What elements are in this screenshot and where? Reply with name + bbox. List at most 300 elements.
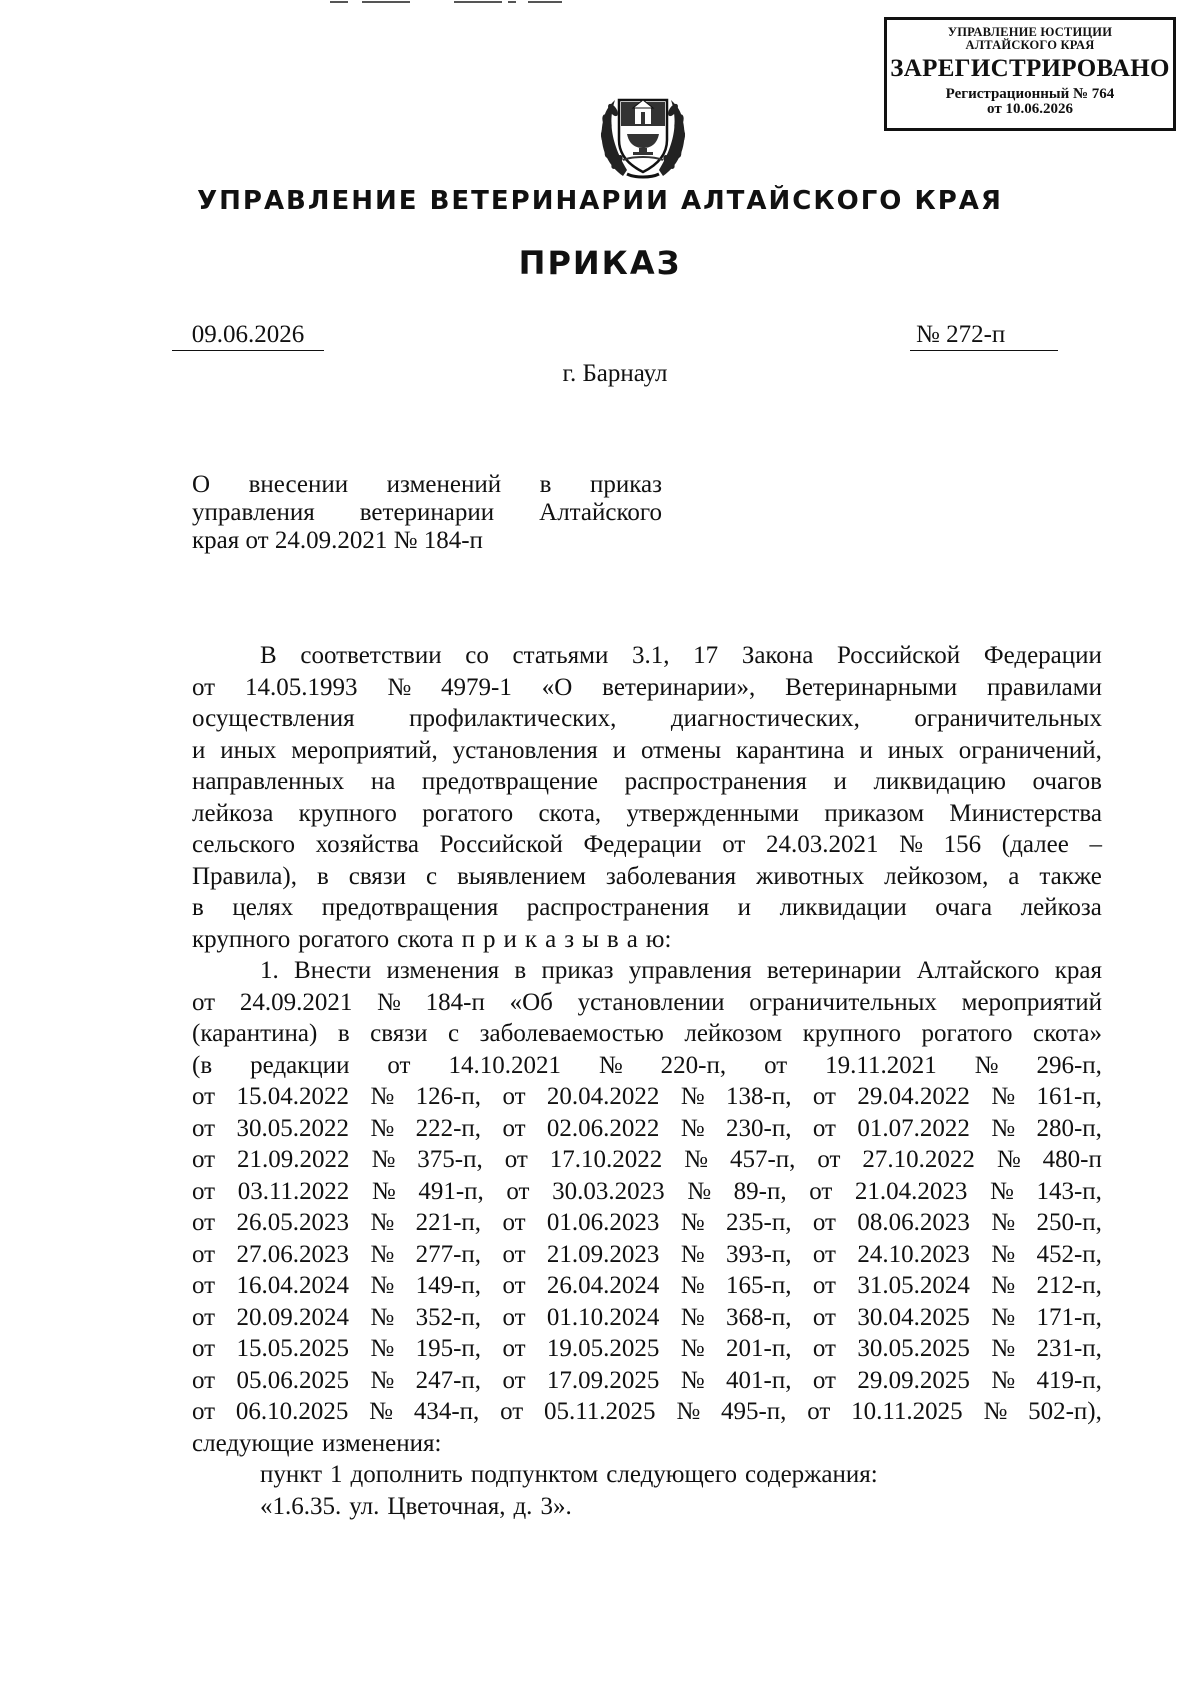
stamp-status: ЗАРЕГИСТРИРОВАНО <box>890 55 1170 83</box>
body-word: ограничений, <box>958 736 1102 764</box>
body-word: 480-п <box>1042 1146 1102 1173</box>
body-word: следующие <box>192 1429 314 1457</box>
body-word: ограничительных <box>749 988 937 1016</box>
body-word: 08.06.2023 <box>857 1209 970 1236</box>
body-word: на <box>370 768 396 795</box>
paragraph-1-line <box>192 640 1102 672</box>
body-word: № <box>991 1366 1016 1394</box>
subject-line-3: края от 24.09.2021 № 184-п <box>192 527 483 554</box>
paragraph-2-line <box>192 1176 1102 1208</box>
body-word: от <box>192 1146 216 1173</box>
body-word: осуществления <box>192 705 355 732</box>
body-word: Цветочная, <box>387 1492 506 1520</box>
body-word: Российской <box>836 642 961 669</box>
body-word: (далее <box>1001 831 1069 858</box>
paragraph-2-line <box>192 1081 1102 1113</box>
body-word: «Об <box>509 988 553 1016</box>
body-word: от <box>502 1272 526 1299</box>
body-word: № <box>991 1335 1016 1362</box>
body-word: 212-п, <box>1036 1272 1102 1299</box>
body-word: ул. <box>349 1492 380 1520</box>
body-word: 401-п, <box>726 1366 792 1394</box>
body-word: от <box>812 1303 836 1331</box>
body-word: животных <box>756 862 865 890</box>
body-word: от <box>192 1398 216 1425</box>
body-word: № <box>974 1051 999 1079</box>
body-word: № <box>371 1146 396 1173</box>
body-word: № <box>991 1303 1016 1331</box>
body-word: 26.04.2024 <box>546 1272 660 1299</box>
body-word: в <box>606 925 619 953</box>
body-word: № <box>680 1240 705 1268</box>
document-date: 09.06.2026 <box>172 320 324 351</box>
body-word: с <box>448 1020 460 1047</box>
body-word: 165-п, <box>726 1272 792 1299</box>
body-word: 02.06.2022 <box>546 1114 660 1142</box>
body-word: № <box>680 1366 705 1394</box>
body-word: от <box>812 1366 836 1394</box>
paragraph-1-line <box>192 924 1102 956</box>
body-word: 27.10.2022 <box>862 1146 975 1173</box>
body-word: 230-п, <box>726 1114 792 1142</box>
document-type: ПРИКАЗ <box>518 244 682 282</box>
body-word: изменения: <box>321 1429 442 1457</box>
body-word: мероприятий, <box>291 736 438 764</box>
coat-of-arms-icon <box>593 78 693 182</box>
body-word: соответствии <box>300 642 442 669</box>
body-word: № <box>991 1272 1016 1299</box>
body-word: № <box>991 1240 1016 1268</box>
body-word: статьями <box>512 642 609 669</box>
body-word: 31.05.2024 <box>857 1272 970 1299</box>
body-word: лейкоза <box>192 799 274 827</box>
body-word: 277-п, <box>415 1240 482 1268</box>
body-word: подпунктом <box>470 1461 599 1488</box>
body-word: дополнить <box>350 1461 463 1488</box>
body-word: № <box>369 1398 394 1425</box>
paragraph-1-line <box>192 703 1102 735</box>
body-word: а <box>1008 862 1020 890</box>
paragraph-1-line <box>192 892 1102 924</box>
paragraph-2-line <box>192 1333 1102 1365</box>
paragraph-2-line <box>192 1144 1102 1176</box>
body-word: от <box>502 1209 526 1236</box>
body-word: следующего <box>606 1461 737 1488</box>
subject-word: внесении <box>248 471 349 498</box>
body-word: 24.10.2023 <box>857 1240 970 1268</box>
body-word: 26.05.2023 <box>236 1209 349 1236</box>
body-word: № <box>996 1146 1021 1173</box>
body-word: № <box>899 831 923 858</box>
body-word: 19.11.2021 <box>825 1051 937 1079</box>
body-word: 3». <box>540 1492 572 1520</box>
body-word: ветеринарии <box>766 957 902 984</box>
body-word: от <box>502 1240 526 1268</box>
body-word: ы <box>582 925 599 953</box>
body-word: и <box>737 894 752 921</box>
body-word: 352-п, <box>415 1303 482 1331</box>
body-word: ветеринарии», <box>602 673 756 701</box>
body-word: 221-п, <box>415 1209 482 1236</box>
body-word: иных <box>887 736 944 764</box>
subject-word: в <box>539 471 552 498</box>
body-word: от <box>812 1209 836 1236</box>
body-word: профилактических, <box>409 705 617 732</box>
body-word: от <box>722 831 746 858</box>
body-word: от <box>192 1272 216 1299</box>
body-word: установления <box>452 736 598 764</box>
body-word: в <box>337 1020 350 1047</box>
body-word: 17 <box>693 642 719 669</box>
body-word: от <box>812 1114 836 1142</box>
subject-word: изменений <box>386 471 502 498</box>
body-word: Федерации <box>583 831 702 858</box>
body-word: от <box>764 1051 788 1079</box>
body-word: содержания: <box>744 1461 878 1488</box>
body-word: 10.11.2025 <box>851 1398 963 1425</box>
body-word: Федерации <box>983 642 1102 669</box>
body-word: от <box>192 1209 216 1236</box>
body-word: а <box>626 925 638 953</box>
body-word: ликвидацию <box>873 768 1006 795</box>
body-word: от <box>502 1303 526 1331</box>
body-word: 235-п, <box>726 1209 792 1236</box>
body-word: № <box>370 1272 395 1299</box>
body-word: – <box>1089 831 1102 858</box>
body-word: 14.10.2021 <box>448 1051 561 1079</box>
body-word: лейкоза <box>1020 894 1102 921</box>
body-word: от <box>812 1335 836 1362</box>
body-word: 1 <box>330 1461 343 1488</box>
body-word: 220-п, <box>660 1051 727 1079</box>
body-word: рогатого <box>921 1020 1013 1047</box>
body-word: очагов <box>1032 768 1102 795</box>
body-word: 89-п, <box>733 1177 787 1205</box>
body-word: п <box>461 925 476 953</box>
body-word: 01.10.2024 <box>546 1303 660 1331</box>
body-word: № <box>370 1083 395 1110</box>
body-word: пункт <box>260 1461 322 1488</box>
body-word: от <box>809 1177 833 1205</box>
body-word: № <box>370 1114 395 1142</box>
body-word: № <box>676 1398 701 1425</box>
body-word: от <box>192 1335 216 1362</box>
paragraph-2-line <box>192 1396 1102 1428</box>
body-word: № <box>598 1051 623 1079</box>
body-word: 03.11.2022 <box>237 1177 350 1205</box>
paragraph-1-line <box>192 766 1102 798</box>
body-word: 4979-1 <box>441 673 512 701</box>
body-word: 3.1, <box>632 642 670 669</box>
body-word: заболеваемостью <box>479 1020 664 1047</box>
body-word: 250-п, <box>1036 1209 1102 1236</box>
paragraph-4-line <box>192 1491 1102 1523</box>
body-word: от <box>504 1146 528 1173</box>
body-word: 30.03.2023 <box>552 1177 665 1205</box>
body-word: от <box>192 673 216 701</box>
body-word: № <box>680 1335 705 1362</box>
body-word: № <box>680 1303 705 1331</box>
body-word: 201-п, <box>726 1335 792 1362</box>
scan-artifact <box>330 0 570 6</box>
subject-word: Алтайского <box>539 499 662 526</box>
body-word: 1. <box>260 957 279 984</box>
body-word: № <box>680 1272 705 1299</box>
body-word: ограничительных <box>914 705 1102 732</box>
body-word: р <box>483 925 496 953</box>
body-word: 222-п, <box>415 1114 482 1142</box>
body-word: от <box>387 1051 411 1079</box>
body-word: 495-п, <box>720 1398 787 1425</box>
body-word: предотвращение <box>421 768 598 795</box>
body-word: 01.07.2022 <box>857 1114 970 1142</box>
body-word: связи <box>348 862 407 890</box>
body-word: от <box>817 1146 841 1173</box>
body-word: 457-п, <box>729 1146 796 1173</box>
body-word: скота, <box>538 799 602 827</box>
body-word: д. <box>513 1492 533 1520</box>
body-word: Министерства <box>949 799 1102 827</box>
body-word: 231-п, <box>1036 1335 1102 1362</box>
body-word: 21.09.2022 <box>237 1146 350 1173</box>
body-word: от <box>812 1272 836 1299</box>
body-word: отмены <box>640 736 722 764</box>
body-word: 14.05.1993 <box>244 673 358 701</box>
body-word: от <box>192 1177 216 1205</box>
body-word: редакции <box>250 1051 350 1079</box>
body-word: 184-п <box>425 988 485 1016</box>
body-word: Ветеринарными <box>785 673 958 701</box>
body-word: крупного <box>192 925 291 953</box>
paragraph-2-line <box>192 1018 1102 1050</box>
body-word: № <box>387 673 412 701</box>
paragraph-2-line <box>192 1365 1102 1397</box>
body-word: к <box>524 925 538 953</box>
body-word: от <box>502 1114 526 1142</box>
paragraph-2-line <box>192 1239 1102 1271</box>
body-word: № <box>370 1335 395 1362</box>
body-word: 24.03.2021 <box>766 831 879 858</box>
body-word: скота <box>397 925 454 953</box>
body-word: очага <box>935 894 993 921</box>
paragraph-2-line <box>192 1270 1102 1302</box>
body-word: 452-п, <box>1036 1240 1102 1268</box>
body-word: № <box>991 1114 1016 1142</box>
body-word: 126-п, <box>415 1083 482 1110</box>
body-word: (карантина) <box>192 1020 318 1047</box>
document-subject <box>192 471 662 555</box>
body-word: утвержденными <box>626 799 800 827</box>
body-word: от <box>192 1114 216 1142</box>
stamp-reg-number: Регистрационный № 764 <box>945 85 1115 102</box>
body-word: края <box>1054 957 1102 984</box>
paragraph-1-line <box>192 672 1102 704</box>
body-word: в <box>192 894 204 921</box>
body-word: 161-п, <box>1036 1083 1102 1110</box>
body-word: приказом <box>824 799 925 827</box>
subject-line-2 <box>192 499 662 527</box>
body-word: 30.05.2025 <box>857 1335 970 1362</box>
body-word: ю: <box>645 925 672 953</box>
body-word: 30.05.2022 <box>236 1114 349 1142</box>
body-word: 29.04.2022 <box>857 1083 970 1110</box>
body-word: 30.04.2025 <box>857 1303 970 1331</box>
body-word: от <box>192 1303 216 1331</box>
body-word: 21.04.2023 <box>854 1177 968 1205</box>
body-word: скота» <box>1033 1020 1102 1047</box>
document-number: № 272-п <box>910 320 1058 351</box>
subject-word: управления <box>192 499 315 526</box>
body-word: от <box>502 1366 526 1394</box>
body-word: рогатого <box>422 799 514 827</box>
body-word: со <box>465 642 489 669</box>
body-word: Внести <box>294 957 372 984</box>
body-word: от <box>192 1366 216 1394</box>
body-word: а <box>545 925 557 953</box>
body-word: № <box>991 1209 1016 1236</box>
body-word: № <box>370 1240 395 1268</box>
subject-word: приказ <box>589 471 662 498</box>
body-word: изменения <box>386 957 500 984</box>
body-word: № <box>680 1209 705 1236</box>
body-word: 17.10.2022 <box>549 1146 663 1173</box>
paragraph-1-line <box>192 735 1102 767</box>
body-word: и <box>503 925 517 953</box>
body-word: направленных <box>192 768 345 795</box>
body-word: 247-п, <box>415 1366 482 1394</box>
body-word: 491-п, <box>418 1177 484 1205</box>
subject-word: О <box>192 471 211 498</box>
body-word: выявлением <box>457 862 586 890</box>
body-word: мероприятий <box>961 988 1102 1016</box>
body-word: также <box>1039 862 1102 890</box>
body-word: 171-п, <box>1036 1303 1102 1331</box>
body-word: № <box>370 1303 395 1331</box>
body-word: установлении <box>577 988 725 1016</box>
body-word: № <box>991 1083 1016 1110</box>
body-word: 195-п, <box>415 1335 482 1362</box>
body-word: заболевания <box>605 862 737 890</box>
paragraph-1-line <box>192 861 1102 893</box>
body-word: связи <box>370 1020 428 1047</box>
body-word: 24.09.2021 <box>239 988 353 1016</box>
body-word: «1.6.35. <box>260 1492 342 1520</box>
body-word: 06.10.2025 <box>235 1398 349 1425</box>
body-word: диагностических, <box>670 705 860 732</box>
body-word: (в <box>192 1051 213 1079</box>
body-word: в <box>316 862 329 890</box>
body-word: распространения <box>526 894 710 921</box>
body-word: от <box>192 988 216 1016</box>
body-word: 296-п, <box>1036 1051 1102 1079</box>
body-word: иных <box>220 736 277 764</box>
paragraph-1-line <box>192 798 1102 830</box>
paragraph-2-line <box>192 1428 1102 1460</box>
body-word: 143-п, <box>1036 1177 1102 1205</box>
stamp-org-line1: УПРАВЛЕНИЕ ЮСТИЦИИ <box>947 25 1113 39</box>
body-word: 21.09.2023 <box>546 1240 660 1268</box>
subject-line-1 <box>192 471 662 499</box>
body-word: и <box>859 736 873 764</box>
body-word: з <box>564 925 575 953</box>
body-word: «О <box>541 673 573 701</box>
body-word: 280-п, <box>1036 1114 1102 1142</box>
body-word: от <box>807 1398 831 1425</box>
body-word: от <box>500 1398 524 1425</box>
body-word: крупного <box>298 799 397 827</box>
body-word: 375-п, <box>417 1146 483 1173</box>
body-word: хозяйства <box>315 831 420 858</box>
body-word: № <box>983 1398 1008 1425</box>
paragraph-3-line <box>192 1459 1102 1491</box>
body-word: предотвращения <box>321 894 499 921</box>
body-word: № <box>371 1177 396 1205</box>
body-word: 17.09.2025 <box>546 1366 660 1394</box>
document-body <box>192 640 1102 1522</box>
body-word: № <box>370 1209 395 1236</box>
body-word: 419-п, <box>1036 1366 1102 1394</box>
registration-stamp <box>884 17 1176 131</box>
body-word: В <box>260 642 277 669</box>
stamp-org-line2: АЛТАЙСКОГО КРАЯ <box>965 38 1095 53</box>
body-word: № <box>684 1146 709 1173</box>
body-word: № <box>680 1114 705 1142</box>
body-word: и <box>833 768 847 795</box>
body-word: с <box>426 862 438 890</box>
body-word: и <box>612 736 627 764</box>
body-word: 16.04.2024 <box>236 1272 349 1299</box>
paragraph-2-line <box>192 1302 1102 1334</box>
body-word: 434-п, <box>413 1398 480 1425</box>
body-word: № <box>687 1177 712 1205</box>
body-word: от <box>502 1335 526 1362</box>
paragraph-2-line <box>192 955 1102 987</box>
body-word: Российской <box>439 831 563 858</box>
body-word: 20.04.2022 <box>546 1083 660 1110</box>
body-word: 29.09.2025 <box>857 1366 970 1394</box>
body-word: 05.06.2025 <box>236 1366 349 1394</box>
body-word: № <box>990 1177 1014 1205</box>
body-word: № <box>680 1083 705 1110</box>
body-word: в <box>514 957 527 984</box>
body-word: управления <box>628 957 752 984</box>
body-word: лейкозом, <box>884 862 989 890</box>
document-city: г. Барнаул <box>562 360 668 387</box>
body-word: Закона <box>741 642 814 669</box>
body-word: Правила), <box>192 862 297 890</box>
body-word: 368-п, <box>726 1303 792 1331</box>
body-word: от <box>506 1177 530 1205</box>
body-word: 19.05.2025 <box>546 1335 660 1362</box>
paragraph-2-line <box>192 1207 1102 1239</box>
body-word: 15.05.2025 <box>236 1335 349 1362</box>
body-word: от <box>812 1083 836 1110</box>
body-word: № <box>370 1366 395 1394</box>
body-word: 156 <box>943 831 982 858</box>
body-word: распространения <box>624 768 807 795</box>
body-word: от <box>192 1083 216 1110</box>
body-word: 15.04.2022 <box>236 1083 349 1110</box>
body-word: приказ <box>541 957 614 984</box>
body-word: от <box>812 1240 836 1268</box>
body-word: сельского <box>192 831 295 858</box>
paragraph-2-line <box>192 1050 1102 1082</box>
body-word: № <box>377 988 401 1016</box>
body-word: от <box>502 1083 526 1110</box>
body-word: и <box>192 736 206 764</box>
paragraph-2-line <box>192 987 1102 1019</box>
body-word: 502-п), <box>1028 1398 1102 1425</box>
